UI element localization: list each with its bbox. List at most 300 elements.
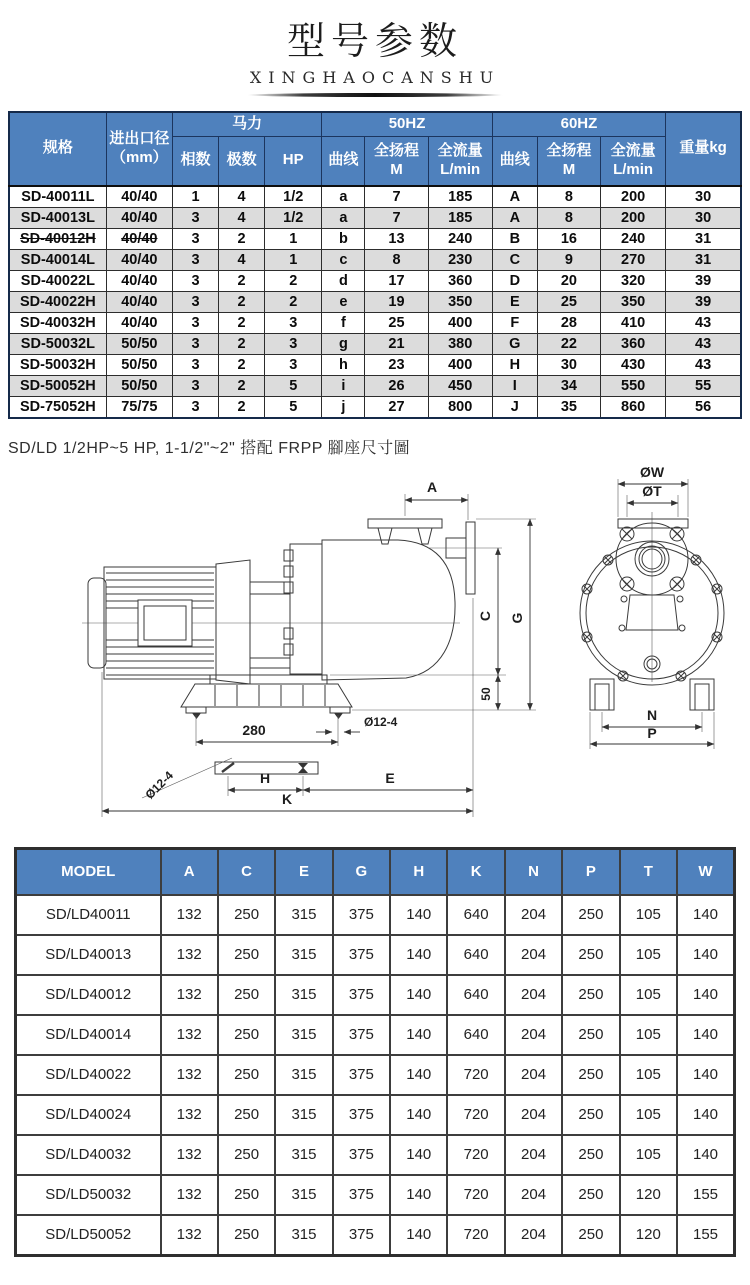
spec-cell-head60: 25 — [537, 291, 600, 312]
dim-header-p: P — [562, 848, 619, 895]
front-view-pump — [580, 512, 724, 710]
spec-cell-head60: 34 — [537, 375, 600, 396]
spec-cell-head50: 17 — [365, 270, 428, 291]
spec-cell-head50: 23 — [365, 354, 428, 375]
spec-cell-head50: 7 — [365, 186, 428, 208]
spec-cell-poles: 4 — [219, 207, 265, 228]
dim-header-g: G — [333, 848, 390, 895]
dim-cell-w: 140 — [677, 1135, 734, 1175]
spec-cell-hp: 5 — [265, 396, 322, 418]
spec-col-flow-50 — [428, 136, 492, 186]
spec-cell-head50: 8 — [365, 249, 428, 270]
spec-cell-head60: 8 — [537, 186, 600, 208]
spec-cell-diameter: 50/50 — [106, 354, 172, 375]
dim-label-c: C — [477, 610, 493, 621]
dim-header-e: E — [275, 848, 332, 895]
spec-cell-flow50: 400 — [428, 312, 492, 333]
dim-label-280: 280 — [242, 721, 266, 738]
dim-row — [16, 1055, 735, 1095]
dim-cell-k: 720 — [447, 1055, 504, 1095]
pump-drawing-section — [0, 460, 750, 837]
dim-row — [16, 1095, 735, 1135]
dim-header-t: T — [620, 848, 677, 895]
spec-cell-head60: 8 — [537, 207, 600, 228]
dim-cell-g: 375 — [333, 1055, 390, 1095]
spec-col-head-50-line1: 全扬程 — [373, 142, 419, 160]
dim-cell-c: 250 — [218, 1015, 275, 1055]
dim-cell-t: 105 — [620, 1135, 677, 1175]
spec-cell-head50: 7 — [365, 207, 428, 228]
spec-cell-weight: 43 — [666, 354, 741, 375]
dim-cell-h: 140 — [390, 1015, 447, 1055]
spec-col-head-50 — [365, 136, 428, 186]
dim-cell-h: 140 — [390, 975, 447, 1015]
spec-cell-flow60: 860 — [601, 396, 666, 418]
spec-cell-flow50: 350 — [428, 291, 492, 312]
dim-cell-w: 140 — [677, 1015, 734, 1055]
spec-col-poles: 极数 — [219, 136, 265, 186]
dim-cell-e: 315 — [275, 975, 332, 1015]
dim-cell-g: 375 — [333, 1215, 390, 1256]
spec-col-weight: 重量kg — [666, 112, 741, 186]
dim-label-50: 50 — [479, 686, 493, 701]
spec-cell-poles: 2 — [219, 291, 265, 312]
dim-cell-e: 315 — [275, 1215, 332, 1256]
dim-cell-p: 250 — [562, 1175, 619, 1215]
spec-cell-weight: 55 — [666, 375, 741, 396]
spec-table — [8, 111, 742, 419]
spec-cell-flow60: 430 — [601, 354, 666, 375]
spec-cell-curve60: B — [492, 228, 537, 249]
dim-label-p: P — [647, 724, 657, 741]
dim-cell-h: 140 — [390, 935, 447, 975]
spec-cell-diameter: 40/40 — [106, 186, 172, 208]
dim-cell-n: 204 — [505, 1175, 562, 1215]
spec-col-model: 规格 — [9, 112, 106, 186]
dim-label-bolt1: Ø12-4 — [364, 714, 398, 729]
spec-cell-weight: 30 — [666, 207, 741, 228]
dim-cell-t: 105 — [620, 1055, 677, 1095]
dim-cell-e: 315 — [275, 1095, 332, 1135]
spec-cell-flow50: 240 — [428, 228, 492, 249]
spec-cell-phases: 3 — [172, 270, 218, 291]
dim-cell-n: 204 — [505, 895, 562, 935]
spec-cell-poles: 2 — [219, 312, 265, 333]
dim-cell-g: 375 — [333, 935, 390, 975]
spec-cell-phases: 3 — [172, 291, 218, 312]
spec-col-flow-60 — [601, 136, 666, 186]
spec-cell-hp: 3 — [265, 312, 322, 333]
dim-header-a: A — [161, 848, 218, 895]
spec-cell-poles: 2 — [219, 333, 265, 354]
dim-cell-h: 140 — [390, 1215, 447, 1256]
spec-cell-head50: 19 — [365, 291, 428, 312]
spec-col-flow-50-line2: L/min — [440, 160, 481, 178]
spec-cell-head50: 25 — [365, 312, 428, 333]
spec-table-header — [9, 112, 741, 186]
spec-cell-curve60: D — [492, 270, 537, 291]
dim-label-k: K — [281, 790, 293, 807]
spec-col-flow-50-line1: 全流量 — [437, 142, 483, 160]
dim-cell-k: 720 — [447, 1095, 504, 1135]
spec-col-phases: 相数 — [172, 136, 218, 186]
spec-cell-diameter: 40/40 — [106, 228, 172, 249]
spec-cell-curve50: h — [322, 354, 365, 375]
pump-technical-drawing-image — [0, 460, 750, 837]
spec-cell-curve60: E — [492, 291, 537, 312]
dim-row — [16, 935, 735, 975]
dim-label-g: G — [509, 612, 525, 623]
spec-cell-model: SD-50032L — [9, 333, 106, 354]
dim-cell-p: 250 — [562, 1215, 619, 1256]
spec-row — [9, 249, 741, 270]
dim-cell-g: 375 — [333, 1135, 390, 1175]
spec-cell-flow60: 200 — [601, 186, 666, 208]
dim-cell-w: 155 — [677, 1175, 734, 1215]
spec-cell-weight: 56 — [666, 396, 741, 418]
dim-cell-c: 250 — [218, 1135, 275, 1175]
side-view-dimensions — [102, 479, 536, 817]
dim-cell-a: 132 — [161, 1015, 218, 1055]
dim-row — [16, 1175, 735, 1215]
dim-cell-w: 155 — [677, 1215, 734, 1256]
spec-cell-head60: 16 — [537, 228, 600, 249]
spec-cell-model: SD-50032H — [9, 354, 106, 375]
spec-cell-curve50: a — [322, 186, 365, 208]
dim-cell-e: 315 — [275, 1135, 332, 1175]
dim-row — [16, 895, 735, 935]
spec-cell-flow50: 185 — [428, 186, 492, 208]
spec-cell-phases: 3 — [172, 312, 218, 333]
dimension-table-header — [16, 848, 735, 895]
spec-cell-head50: 27 — [365, 396, 428, 418]
spec-cell-hp: 3 — [265, 354, 322, 375]
page-subtitle: XINGHAOCANSHU — [249, 67, 501, 87]
dim-cell-model: SD/LD40024 — [16, 1095, 161, 1135]
spec-row — [9, 333, 741, 354]
dim-header-n: N — [505, 848, 562, 895]
dim-cell-h: 140 — [390, 895, 447, 935]
spec-cell-flow50: 380 — [428, 333, 492, 354]
dim-cell-c: 250 — [218, 1095, 275, 1135]
spec-cell-curve60: F — [492, 312, 537, 333]
spec-cell-phases: 3 — [172, 228, 218, 249]
dim-cell-t: 120 — [620, 1175, 677, 1215]
dim-cell-g: 375 — [333, 1175, 390, 1215]
spec-col-flow-60-line1: 全流量 — [610, 142, 656, 160]
spec-cell-curve50: j — [322, 396, 365, 418]
dim-label-n: N — [646, 706, 658, 723]
spec-row — [9, 270, 741, 291]
dim-cell-g: 375 — [333, 1095, 390, 1135]
dim-cell-model: SD/LD50032 — [16, 1175, 161, 1215]
spec-cell-head60: 20 — [537, 270, 600, 291]
spec-cell-head50: 13 — [365, 228, 428, 249]
spec-col-diameter-line1: 进出口径 — [109, 130, 170, 148]
dimension-table — [14, 847, 736, 1257]
spec-cell-weight: 43 — [666, 312, 741, 333]
dim-cell-p: 250 — [562, 1095, 619, 1135]
dim-cell-k: 640 — [447, 895, 504, 935]
spec-cell-flow50: 360 — [428, 270, 492, 291]
spec-cell-phases: 3 — [172, 333, 218, 354]
spec-cell-flow60: 410 — [601, 312, 666, 333]
spec-cell-diameter: 40/40 — [106, 312, 172, 333]
dim-header-c: C — [218, 848, 275, 895]
spec-cell-curve50: d — [322, 270, 365, 291]
spec-cell-phases: 3 — [172, 354, 218, 375]
dim-row — [16, 975, 735, 1015]
spec-cell-poles: 4 — [219, 186, 265, 208]
spec-cell-flow50: 400 — [428, 354, 492, 375]
spec-row — [9, 207, 741, 228]
spec-cell-model: SD-75052H — [9, 396, 106, 418]
dim-cell-w: 140 — [677, 935, 734, 975]
dim-cell-t: 105 — [620, 895, 677, 935]
dim-cell-model: SD/LD40014 — [16, 1015, 161, 1055]
dim-row — [16, 1215, 735, 1256]
dim-cell-a: 132 — [161, 935, 218, 975]
dim-cell-n: 204 — [505, 935, 562, 975]
spec-cell-phases: 3 — [172, 396, 218, 418]
dim-cell-c: 250 — [218, 895, 275, 935]
spec-cell-model: SD-40032H — [9, 312, 106, 333]
spec-cell-flow60: 350 — [601, 291, 666, 312]
spec-row — [9, 375, 741, 396]
dim-cell-p: 250 — [562, 1135, 619, 1175]
spec-row — [9, 228, 741, 249]
dim-cell-p: 250 — [562, 975, 619, 1015]
dimension-table-body — [16, 895, 735, 1256]
spec-cell-weight: 39 — [666, 270, 741, 291]
dim-label-ot: ØT — [642, 482, 662, 499]
dim-cell-a: 132 — [161, 1095, 218, 1135]
spec-cell-flow60: 550 — [601, 375, 666, 396]
dim-cell-k: 720 — [447, 1135, 504, 1175]
dim-cell-e: 315 — [275, 895, 332, 935]
dim-cell-t: 105 — [620, 1095, 677, 1135]
spec-cell-diameter: 40/40 — [106, 207, 172, 228]
dim-cell-model: SD/LD40012 — [16, 975, 161, 1015]
spec-cell-curve50: f — [322, 312, 365, 333]
spec-cell-phases: 3 — [172, 375, 218, 396]
spec-cell-curve60: I — [492, 375, 537, 396]
dim-cell-g: 375 — [333, 975, 390, 1015]
dim-cell-k: 640 — [447, 1015, 504, 1055]
spec-group-power: 马力 — [172, 112, 321, 137]
spec-cell-flow50: 450 — [428, 375, 492, 396]
spec-cell-curve60: H — [492, 354, 537, 375]
spec-cell-hp: 1 — [265, 228, 322, 249]
spec-cell-head60: 30 — [537, 354, 600, 375]
dim-cell-n: 204 — [505, 975, 562, 1015]
title-divider — [247, 93, 503, 97]
spec-cell-flow50: 230 — [428, 249, 492, 270]
spec-row — [9, 291, 741, 312]
spec-cell-flow60: 320 — [601, 270, 666, 291]
spec-group-60hz: 60HZ — [492, 112, 665, 137]
dim-cell-c: 250 — [218, 1175, 275, 1215]
dim-cell-a: 132 — [161, 975, 218, 1015]
spec-cell-poles: 2 — [219, 228, 265, 249]
spec-cell-poles: 2 — [219, 270, 265, 291]
spec-col-flow-60-line2: L/min — [613, 160, 654, 178]
spec-cell-weight: 31 — [666, 249, 741, 270]
spec-cell-diameter: 75/75 — [106, 396, 172, 418]
spec-cell-weight: 39 — [666, 291, 741, 312]
dim-cell-a: 132 — [161, 1215, 218, 1256]
dim-cell-model: SD/LD50052 — [16, 1215, 161, 1256]
spec-cell-curve50: e — [322, 291, 365, 312]
spec-col-curve-60: 曲线 — [492, 136, 537, 186]
dim-cell-h: 140 — [390, 1175, 447, 1215]
dim-row — [16, 1015, 735, 1055]
title-block — [0, 0, 750, 97]
dim-cell-c: 250 — [218, 935, 275, 975]
spec-col-head-60-line2: M — [562, 160, 576, 178]
dim-header-model: MODEL — [16, 848, 161, 895]
spec-table-body — [9, 186, 741, 418]
dim-cell-n: 204 — [505, 1135, 562, 1175]
dim-label-bolt2: Ø12-4 — [142, 767, 176, 802]
spec-cell-model: SD-40022L — [9, 270, 106, 291]
spec-col-diameter — [106, 112, 172, 186]
spec-cell-hp: 1 — [265, 249, 322, 270]
dim-row — [16, 1135, 735, 1175]
dim-cell-t: 105 — [620, 1015, 677, 1055]
dim-cell-p: 250 — [562, 1055, 619, 1095]
spec-cell-weight: 43 — [666, 333, 741, 354]
dim-cell-k: 640 — [447, 975, 504, 1015]
dim-cell-model: SD/LD40013 — [16, 935, 161, 975]
spec-cell-poles: 2 — [219, 354, 265, 375]
dim-cell-a: 132 — [161, 1135, 218, 1175]
spec-cell-model: SD-40013L — [9, 207, 106, 228]
spec-cell-model: SD-40022H — [9, 291, 106, 312]
dim-cell-e: 315 — [275, 1015, 332, 1055]
dim-cell-a: 132 — [161, 1055, 218, 1095]
dim-cell-g: 375 — [333, 895, 390, 935]
spec-cell-diameter: 50/50 — [106, 375, 172, 396]
spec-cell-phases: 3 — [172, 249, 218, 270]
spec-cell-flow50: 800 — [428, 396, 492, 418]
spec-cell-weight: 31 — [666, 228, 741, 249]
spec-cell-hp: 2 — [265, 291, 322, 312]
dim-cell-t: 120 — [620, 1215, 677, 1256]
spec-cell-model: SD-40011L — [9, 186, 106, 208]
spec-cell-flow60: 240 — [601, 228, 666, 249]
dim-cell-e: 315 — [275, 1175, 332, 1215]
spec-cell-curve50: c — [322, 249, 365, 270]
spec-cell-curve60: G — [492, 333, 537, 354]
spec-group-50hz: 50HZ — [322, 112, 492, 137]
spec-cell-poles: 2 — [219, 375, 265, 396]
dim-header-h: H — [390, 848, 447, 895]
spec-cell-head60: 22 — [537, 333, 600, 354]
dim-cell-w: 140 — [677, 1055, 734, 1095]
dim-cell-a: 132 — [161, 1175, 218, 1215]
spec-cell-curve60: C — [492, 249, 537, 270]
spec-cell-curve60: A — [492, 186, 537, 208]
dim-cell-model: SD/LD40022 — [16, 1055, 161, 1095]
spec-cell-phases: 3 — [172, 207, 218, 228]
spec-col-hp: HP — [265, 136, 322, 186]
spec-cell-flow60: 270 — [601, 249, 666, 270]
spec-cell-poles: 4 — [219, 249, 265, 270]
spec-cell-flow60: 200 — [601, 207, 666, 228]
spec-cell-hp: 2 — [265, 270, 322, 291]
dim-cell-g: 375 — [333, 1015, 390, 1055]
dim-cell-w: 140 — [677, 1095, 734, 1135]
dim-cell-k: 640 — [447, 935, 504, 975]
spec-cell-flow50: 185 — [428, 207, 492, 228]
dim-cell-k: 720 — [447, 1175, 504, 1215]
spec-cell-hp: 1/2 — [265, 207, 322, 228]
dim-cell-h: 140 — [390, 1135, 447, 1175]
spec-cell-head60: 9 — [537, 249, 600, 270]
spec-cell-poles: 2 — [219, 396, 265, 418]
dim-label-a: A — [426, 478, 438, 495]
dim-cell-n: 204 — [505, 1095, 562, 1135]
spec-cell-hp: 3 — [265, 333, 322, 354]
spec-col-head-60-line1: 全扬程 — [546, 142, 592, 160]
dim-cell-a: 132 — [161, 895, 218, 935]
spec-cell-weight: 30 — [666, 186, 741, 208]
spec-cell-curve50: a — [322, 207, 365, 228]
dim-cell-e: 315 — [275, 1055, 332, 1095]
spec-cell-diameter: 40/40 — [106, 249, 172, 270]
dim-header-k: K — [447, 848, 504, 895]
spec-col-curve-50: 曲线 — [322, 136, 365, 186]
spec-cell-curve60: J — [492, 396, 537, 418]
dim-cell-c: 250 — [218, 975, 275, 1015]
dim-cell-k: 720 — [447, 1215, 504, 1256]
dim-cell-n: 204 — [505, 1015, 562, 1055]
spec-row — [9, 312, 741, 333]
spec-cell-curve50: g — [322, 333, 365, 354]
spec-col-head-50-line2: M — [390, 160, 403, 178]
drawing-caption: SD/LD 1/2HP~5 HP, 1-1/2"~2" 搭配 FRPP 腳座尺寸圖 — [8, 439, 411, 457]
dim-cell-t: 105 — [620, 935, 677, 975]
spec-cell-head60: 35 — [537, 396, 600, 418]
spec-col-head-60 — [537, 136, 600, 186]
spec-cell-model: SD-40012H — [9, 228, 106, 249]
spec-cell-curve50: i — [322, 375, 365, 396]
spec-cell-head50: 26 — [365, 375, 428, 396]
dim-cell-p: 250 — [562, 935, 619, 975]
dim-cell-n: 204 — [505, 1055, 562, 1095]
spec-row — [9, 186, 741, 208]
dim-cell-c: 250 — [218, 1055, 275, 1095]
spec-cell-phases: 1 — [172, 186, 218, 208]
spec-cell-diameter: 40/40 — [106, 270, 172, 291]
dim-cell-t: 105 — [620, 975, 677, 1015]
spec-col-diameter-line2: （mm） — [110, 148, 168, 166]
spec-cell-model: SD-50052H — [9, 375, 106, 396]
dim-header-w: W — [677, 848, 734, 895]
spec-cell-model: SD-40014L — [9, 249, 106, 270]
spec-cell-head50: 21 — [365, 333, 428, 354]
spec-cell-diameter: 40/40 — [106, 291, 172, 312]
side-view-pump — [82, 519, 502, 798]
page-title: 型号参数 — [286, 19, 463, 63]
spec-cell-diameter: 50/50 — [106, 333, 172, 354]
spec-cell-hp: 1/2 — [265, 186, 322, 208]
dim-cell-model: SD/LD40032 — [16, 1135, 161, 1175]
spec-cell-flow60: 360 — [601, 333, 666, 354]
spec-cell-head60: 28 — [537, 312, 600, 333]
dim-cell-h: 140 — [390, 1055, 447, 1095]
